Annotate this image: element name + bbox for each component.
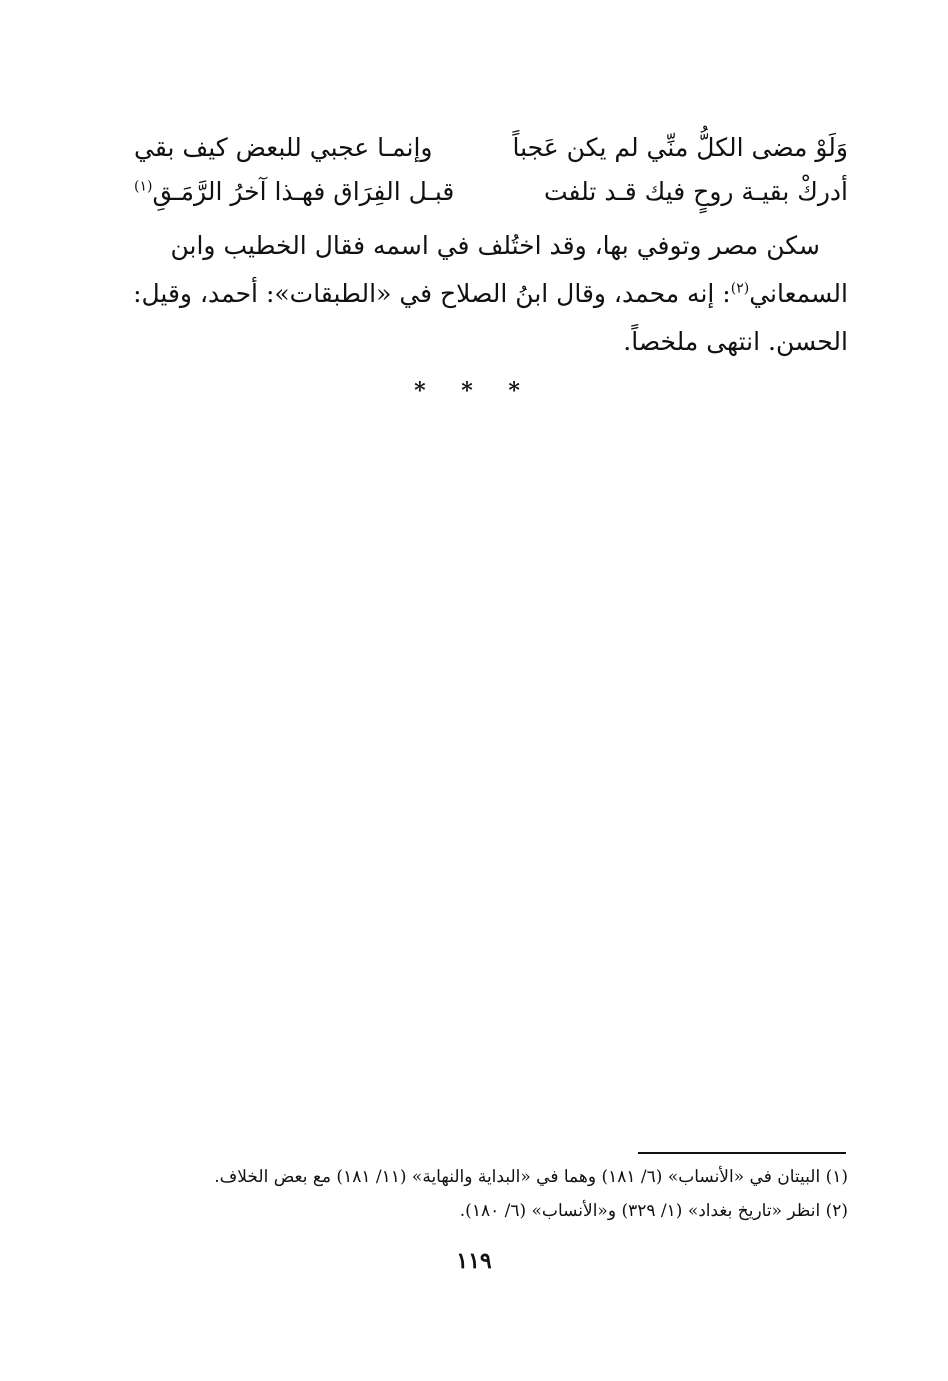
page-number: ١١٩ — [456, 1248, 492, 1274]
footnote-divider — [638, 1152, 846, 1154]
section-separator: * * * — [414, 378, 534, 404]
verse-1-second-hemistich: وإنمـا عجبي للبعض كيف بقي — [134, 133, 433, 162]
paragraph-line-2-rest: : إنه محمد، وقال ابنُ الصلاح في «الطبقات»: أحمد، وقيل: — [133, 279, 731, 308]
footnote-2: (٢) انظر «تاريخ بغداد» (١/ ٣٢٩) و«الأنساب» (٦/ ١٨٠). — [459, 1201, 848, 1221]
footnote-1: (١) البيتان في «الأنساب» (٦/ ١٨١) وهما في «البداية والنهاية» (١١/ ١٨١) مع بعض الخلاف. — [214, 1167, 848, 1187]
paragraph-line-2 — [134, 270, 848, 318]
verse-2-first-hemistich: أدركْ بقيـة روحٍ فيك قـد تلفت — [543, 177, 848, 206]
footnote-ref-1: (١) — [134, 178, 153, 195]
verse-1-first-hemistich: وَلَوْ مضى الكلُّ منِّي لم يكن عَجباً — [512, 133, 848, 162]
paragraph-line-3: الحسن. انتهى ملخصاً. — [623, 327, 848, 356]
poem-verse-1 — [134, 126, 848, 170]
footnotes — [130, 1160, 848, 1228]
paragraph-line-2-start: السمعاني — [749, 279, 848, 308]
verse-2-second-hemistich-text: قبـل الفِرَاق فهـذا آخرُ الرَّمَـقِ — [152, 177, 455, 206]
body-paragraph — [134, 222, 848, 366]
footnote-ref-2: (٢) — [730, 280, 750, 297]
paragraph-line-1: سكن مصر وتوفي بها، وقد اختُلف في اسمه فقال الخطيب وابن — [170, 231, 820, 260]
poem-verse-2 — [134, 170, 848, 214]
verse-2-second-hemistich — [134, 170, 454, 214]
